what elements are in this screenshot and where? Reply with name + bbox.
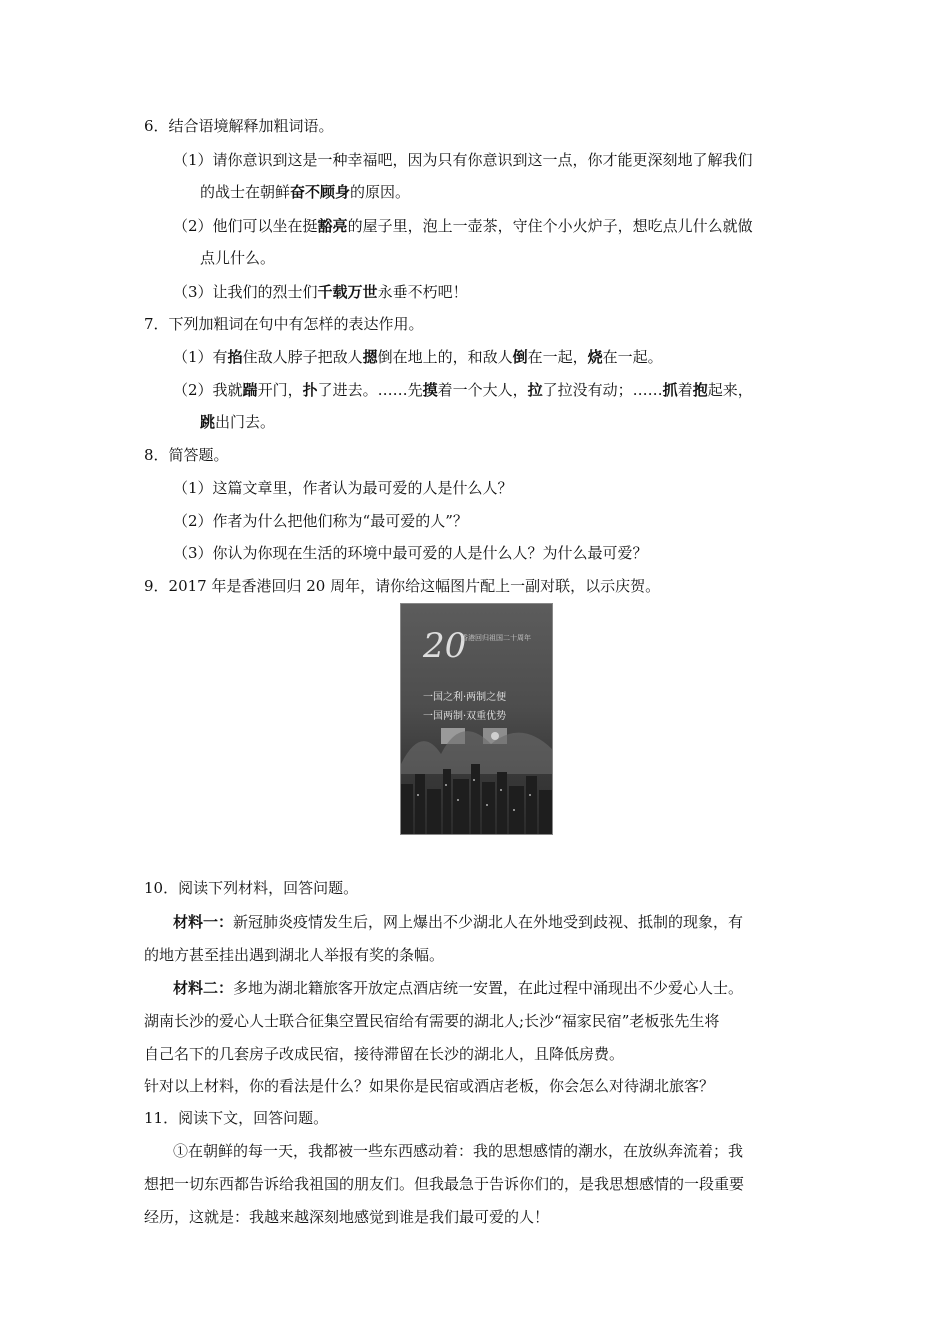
text-segment: 了拉没有动；…… bbox=[542, 381, 663, 399]
text-segment: （1）有 bbox=[173, 348, 228, 366]
question-6-item-3: （3）让我们的烈士们千载万世永垂不朽吧！ bbox=[173, 283, 468, 301]
question-9-title: 9．2017 年是香港回归 20 周年，请你给这幅图片配上一副对联，以示庆贺。 bbox=[144, 577, 661, 595]
material-label: 材料一： bbox=[173, 913, 234, 931]
passage-paragraph-1-cont-2: 经历，这就是：我越来越深刻地感觉到谁是我们最可爱的人！ bbox=[144, 1208, 550, 1226]
question-7-item-2 bbox=[173, 380, 753, 400]
question-6-title: 6．结合语境解释加粗词语。 bbox=[144, 117, 334, 135]
bold-term: 摸 bbox=[422, 381, 438, 399]
poster-number: 20 bbox=[423, 626, 467, 666]
bauhinia-icon bbox=[491, 732, 499, 740]
poster-artwork bbox=[401, 604, 552, 834]
question-10-ask: 针对以上材料，你的看法是什么？如果你是民宿或酒店老板，你会怎么对待湖北旅客？ bbox=[144, 1077, 715, 1095]
question-6-item-2-cont: 点儿什么。 bbox=[200, 249, 276, 267]
question-8-item-2: （2）作者为什么把他们称为“最可爱的人”？ bbox=[173, 512, 468, 530]
bold-term: 倒 bbox=[512, 348, 528, 366]
hong-kong-20th-anniversary-poster bbox=[400, 603, 553, 835]
bold-term: 千载万世 bbox=[317, 283, 378, 301]
text-segment: 起来， bbox=[707, 381, 753, 399]
city-skyline-icon bbox=[401, 764, 552, 834]
text-segment: （2）我就 bbox=[173, 381, 243, 399]
text-segment: 在一起。 bbox=[602, 348, 663, 366]
text-segment: 住敌人脖子把敌人 bbox=[242, 348, 363, 366]
bold-term: 踹 bbox=[242, 381, 258, 399]
bold-term: 豁亮 bbox=[317, 217, 348, 235]
question-6-item-1: （1）请你意识到这是一种幸福吧，因为只有你意识到这一点，你才能更深刻地了解我们 bbox=[173, 151, 753, 169]
material-1-cont: 的地方甚至挂出遇到湖北人举报有奖的条幅。 bbox=[144, 946, 445, 964]
question-6-item-1-cont: 的战士在朝鲜奋不顾身的原因。 bbox=[200, 183, 411, 201]
text-segment: 着一个大人， bbox=[437, 381, 528, 399]
text-segment: 了进去。……先 bbox=[317, 381, 423, 399]
bold-term: 跳 bbox=[200, 413, 216, 431]
bold-term: 抱 bbox=[692, 381, 708, 399]
question-10-title: 10．阅读下列材料，回答问题。 bbox=[144, 879, 359, 897]
poster-slogan-2: 一国两制·双重优势 bbox=[423, 711, 507, 722]
question-11-title: 11．阅读下文，回答问题。 bbox=[144, 1109, 329, 1127]
text-segment: 开门， bbox=[257, 381, 303, 399]
question-6-item-2: （2）他们可以坐在挺豁亮的屋子里，泡上一壶茶，守住个小火炉子，想吃点儿什么就做 bbox=[173, 217, 753, 235]
poster-slogan-1: 一国之利·两制之便 bbox=[423, 692, 507, 703]
bold-term: 奋不顾身 bbox=[290, 183, 351, 201]
bold-term: 抓 bbox=[662, 381, 678, 399]
question-8-item-3: （3）你认为你现在生活的环境中最可爱的人是什么人？为什么最可爱？ bbox=[173, 544, 648, 562]
material-2: 材料二：多地为湖北籍旅客开放定点酒店统一安置，在此过程中涌现出不少爱心人士。 bbox=[173, 979, 744, 997]
bold-term: 扑 bbox=[302, 381, 318, 399]
text-segment: 倒在地上的，和敌人 bbox=[377, 348, 513, 366]
passage-paragraph-1-cont-1: 想把一切东西都告诉给我祖国的朋友们。但我最急于告诉你们的，是我思想感情的一段重要 bbox=[144, 1175, 745, 1193]
passage-paragraph-1: ①在朝鲜的每一天，我都被一些东西感动着：我的思想感情的潮水，在放纵奔流着；我 bbox=[173, 1142, 744, 1160]
bold-term: 烧 bbox=[587, 348, 603, 366]
material-1: 材料一：新冠肺炎疫情发生后，网上爆出不少湖北人在外地受到歧视、抵制的现象，有 bbox=[173, 913, 744, 931]
question-7-title: 7．下列加粗词在句中有怎样的表达作用。 bbox=[144, 315, 424, 333]
poster-subtitle: 香港回归祖国二十周年 bbox=[461, 634, 531, 642]
text-segment: 着 bbox=[677, 381, 693, 399]
question-8-item-1: （1）这篇文章里，作者认为最可爱的人是什么人？ bbox=[173, 479, 513, 497]
question-8-title: 8．简答题。 bbox=[144, 446, 229, 464]
material-2-cont-2: 自己名下的几套房子改成民宿，接待滞留在长沙的湖北人，且降低房费。 bbox=[144, 1045, 625, 1063]
question-7-item-1 bbox=[173, 347, 663, 367]
material-label: 材料二： bbox=[173, 979, 234, 997]
bold-term: 摁 bbox=[362, 348, 378, 366]
question-7-item-2-cont: 跳出门去。 bbox=[200, 413, 276, 431]
text-segment: 在一起， bbox=[527, 348, 588, 366]
bold-term: 拉 bbox=[527, 381, 543, 399]
bold-term: 掐 bbox=[227, 348, 243, 366]
material-2-cont-1: 湖南长沙的爱心人士联合征集空置民宿给有需要的湖北人;长沙“福家民宿”老板张先生将 bbox=[144, 1012, 720, 1030]
